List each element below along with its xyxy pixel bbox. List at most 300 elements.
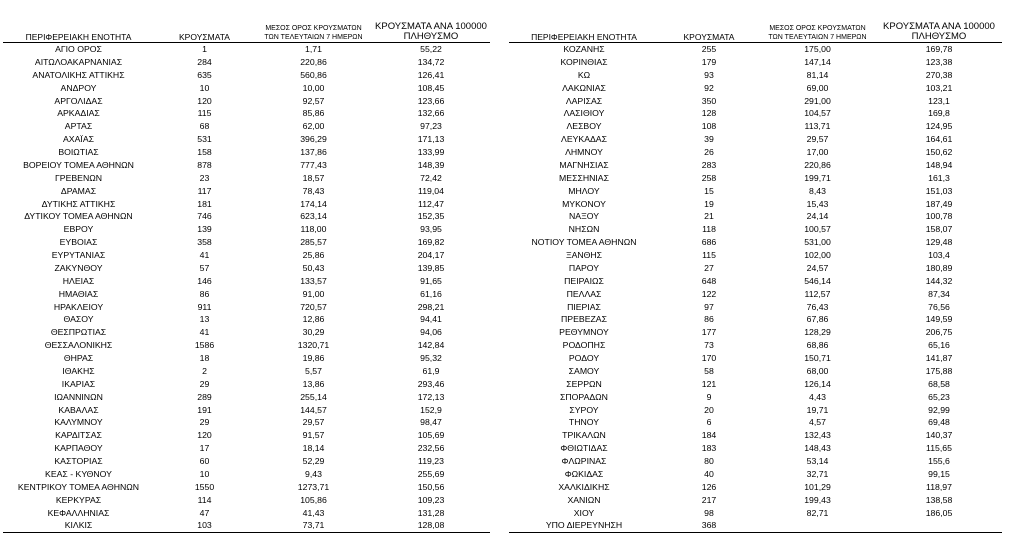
table-row [509,223,1002,236]
region-cell: ΛΕΣΒΟΥ [566,121,602,132]
region-cell: ΙΘΑΚΗΣ [62,365,95,376]
avg-7-days-cell: 102,00 [804,250,831,260]
cases-cell: 217 [701,494,717,505]
avg-7-days-cell: 82,71 [806,507,829,518]
avg-7-days-cell: 9,43 [305,468,322,479]
avg-7-days-cell: 126,14 [804,378,831,389]
per-100k-cell: 93,95 [420,224,442,235]
avg-7-days-cell: 19,71 [806,404,829,415]
cases-cell: 26 [704,147,714,157]
region-cell: ΛΗΜΝΟΥ [565,147,603,157]
avg-7-days-cell: 199,71 [804,172,831,183]
avg-7-days-cell: 92,57 [302,95,325,106]
per-100k-cell: 148,94 [925,159,953,170]
per-100k-cell: 99,15 [928,468,950,479]
cases-cell: 93 [704,69,714,80]
cases-cell: 92 [704,82,714,93]
cases-cell: 29 [199,417,210,428]
avg-7-days-cell: 4,57 [809,417,826,428]
per-100k-cell: 138,58 [925,494,953,505]
cases-cell: 29 [199,378,210,389]
avg-7-days-cell: 137,86 [300,147,327,157]
avg-7-days-cell: 285,57 [300,237,327,248]
per-100k-cell: 69,48 [928,417,950,428]
per-100k-cell: 148,39 [417,159,445,170]
cases-cell: 1 [202,44,207,54]
table-row [509,378,1002,391]
region-cell: ΝΟΤΙΟΥ ΤΟΜΕΑ ΑΘΗΝΩΝ [531,237,637,248]
avg-7-days-cell: 29,57 [806,134,829,145]
avg-7-days-cell: 105,86 [300,494,327,505]
cases-cell: 146 [197,275,212,286]
right-cases-table [509,14,1002,533]
cases-cell: 746 [197,211,212,222]
avg-7-days-cell: 50,43 [302,262,325,273]
region-cell: ΑΙΤΩΛΟΑΚΑΡΝΑΝΙΑΣ [34,56,123,67]
header-region: ΠΕΡΙΦΕΡΕΙΑΚΗ ΕΝΟΤΗΤΑ [25,32,132,42]
cases-cell: 108 [701,121,717,132]
table-row [509,133,1002,146]
cases-cell: 86 [199,288,210,299]
cases-cell: 21 [704,211,714,222]
per-100k-cell: 204,17 [417,250,445,260]
cases-cell: 115 [197,108,212,119]
cases-cell: 6 [706,417,712,428]
region-cell: ΚΑΡΔΙΤΣΑΣ [55,430,102,441]
cases-cell: 13 [199,314,210,325]
table-row [509,481,1002,494]
header-per-100k [876,14,1002,43]
cases-cell: 39 [704,134,714,145]
cases-cell: 358 [197,237,212,248]
region-cell: ΧΙΟΥ [573,507,595,518]
per-100k-cell: 91,65 [420,275,442,286]
cases-cell: 177 [701,327,717,338]
cases-cell: 122 [701,288,717,299]
per-100k-cell: 158,07 [925,224,953,235]
table-row [509,185,1002,198]
per-100k-cell: 87,34 [928,288,950,299]
avg-7-days-cell: 113,71 [804,121,831,132]
per-100k-cell: 128,08 [417,520,445,531]
cases-cell: 86 [704,314,714,325]
avg-7-days-cell: 24,57 [806,262,829,273]
per-100k-cell: 72,42 [420,172,442,183]
region-cell: ΜΥΚΟΝΟΥ [562,198,606,209]
cases-cell: 23 [199,172,210,183]
avg-7-days-cell: 8,43 [809,185,826,196]
per-100k-cell: 123,1 [928,95,950,106]
per-100k-cell: 169,8 [928,108,950,119]
region-cell: ΛΑΣΙΘΙΟΥ [563,108,605,119]
table-row [509,404,1002,417]
table-row [3,378,490,391]
region-cell: ΦΛΩΡΙΝΑΣ [561,456,607,466]
cases-cell: 289 [197,391,212,402]
per-100k-cell: 144,32 [925,275,953,286]
region-cell: ΙΚΑΡΙΑΣ [61,378,96,389]
table-row [509,365,1002,378]
avg-7-days-cell: 118,00 [300,224,327,235]
header-per100k-line2: ΠΛΗΘΥΣΜΟ [911,31,967,42]
region-cell: ΧΑΛΚΙΔΙΚΗΣ [558,481,610,492]
per-100k-cell: 65,16 [928,340,950,351]
cases-cell: 283 [701,159,717,170]
cases-cell: 350 [701,95,717,106]
table-row [509,249,1002,262]
table-row [3,69,490,82]
cases-cell: 128 [701,108,717,119]
cases-cell: 531 [197,134,212,145]
region-cell: ΕΒΡΟΥ [63,224,94,235]
header-avg-7-days [759,14,876,43]
left-header-row [3,14,490,43]
region-cell: ΑΧΑΪΑΣ [63,134,94,145]
table-row [3,262,490,275]
per-100k-cell: 109,23 [417,494,445,505]
table-row [3,146,490,159]
region-cell: ΚΕΝΤΡΙΚΟΥ ΤΟΜΕΑ ΑΘΗΝΩΝ [17,481,140,492]
avg-7-days-cell: 133,57 [300,275,327,286]
table-row [509,210,1002,223]
region-cell: ΗΛΕΙΑΣ [62,275,95,286]
region-cell: ΑΝΑΤΟΛΙΚΗΣ ΑΤΤΙΚΗΣ [32,69,125,80]
header-per100k-line1: ΚΡΟΥΣΜΑΤΑ ΑΝΑ 100000 [883,21,995,32]
cases-cell: 635 [197,69,212,80]
cases-cell: 10 [199,468,210,479]
region-cell: ΘΑΣΟΥ [63,314,94,325]
table-row [3,481,490,494]
table-row [509,198,1002,211]
per-100k-cell: 95,32 [420,353,442,363]
avg-7-days-cell: 91,00 [302,288,325,299]
avg-7-days-cell: 174,14 [300,198,327,209]
table-row [509,468,1002,481]
table-row [509,288,1002,301]
table-row [3,107,490,120]
cases-cell: 181 [197,198,212,209]
region-cell: ΚΑΒΑΛΑΣ [58,404,99,415]
region-cell: ΣΠΟΡΑΔΩΝ [560,391,608,402]
table-row [509,236,1002,249]
table-row [509,391,1002,404]
per-100k-cell: 94,06 [420,327,442,338]
table-row [3,288,490,301]
region-cell: ΘΕΣΣΑΛΟΝΙΚΗΣ [44,340,113,351]
avg-7-days-cell: 85,86 [302,108,325,119]
region-cell: ΚΑΣΤΟΡΙΑΣ [54,456,103,466]
table-row [3,313,490,326]
avg-7-days-cell: 531,00 [804,237,831,248]
avg-7-days-cell: 175,00 [804,44,831,54]
cases-cell: 17 [199,443,210,454]
table-row [509,159,1002,172]
avg-7-days-cell: 5,57 [305,365,322,376]
per-100k-cell: 150,56 [417,481,445,492]
avg-7-days-cell: 777,43 [300,159,327,170]
region-cell: ΔΥΤΙΚΗΣ ΑΤΤΙΚΗΣ [41,198,116,209]
table-row [3,507,490,520]
per-100k-cell: 123,66 [417,95,445,106]
table-row [3,159,490,172]
per-100k-cell: 105,69 [417,430,445,441]
region-cell: ΝΗΣΩΝ [568,224,600,235]
region-cell: ΚΟΖΑΝΗΣ [563,44,605,54]
per-100k-cell: 61,9 [422,365,440,376]
per-100k-cell: 206,75 [925,327,953,338]
region-cell: ΖΑΚΥΝΘΟΥ [54,262,103,273]
per-100k-cell: 141,87 [925,353,953,363]
table-row [3,455,490,468]
avg-7-days-cell: 148,43 [804,443,831,454]
avg-7-days-cell: 100,57 [804,224,831,235]
per-100k-cell: 180,89 [925,262,953,273]
table-row [3,95,490,108]
cases-cell: 115 [702,250,716,260]
per-100k-cell: 112,47 [418,198,444,209]
table-row [509,326,1002,339]
avg-7-days-cell: 73,71 [302,520,325,531]
cases-cell: 98 [704,507,714,518]
avg-7-days-cell: 1273,71 [297,481,330,492]
region-cell: ΤΗΝΟΥ [568,417,600,428]
avg-7-days-cell: 199,43 [804,494,831,505]
cases-cell: 878 [197,159,212,170]
header-cases: ΚΡΟΥΣΜΑΤΑ [179,32,230,42]
avg-7-days-cell: 29,57 [302,417,325,428]
avg-7-days-cell: 623,14 [300,211,327,222]
per-100k-cell: 175,88 [925,365,953,376]
avg-7-days-cell: 220,86 [804,159,831,170]
region-cell: ΘΕΣΠΡΩΤΙΑΣ [50,327,107,338]
region-cell: ΒΟΡΕΙΟΥ ΤΟΜΕΑ ΑΘΗΝΩΝ [23,159,134,170]
region-cell: ΦΘΙΩΤΙΔΑΣ [560,443,608,454]
region-cell: ΣΑΜΟΥ [568,365,600,376]
avg-7-days-cell: 24,14 [806,211,829,222]
table-row [3,120,490,133]
avg-7-days-cell: 546,14 [804,275,831,286]
per-100k-cell: 115,65 [926,443,952,454]
table-row [3,416,490,429]
cases-cell: 60 [199,456,210,466]
left-cases-table [3,14,490,533]
region-cell: ΘΗΡΑΣ [63,353,94,363]
region-cell: ΤΡΙΚΑΛΩΝ [562,430,606,441]
table-row [509,43,1002,56]
per-100k-cell: 65,23 [928,391,950,402]
region-cell: ΓΡΕΒΕΝΩΝ [54,172,102,183]
avg-7-days-cell: 69,00 [806,82,829,93]
per-100k-cell: 169,82 [417,237,445,248]
per-100k-cell: 134,72 [417,56,445,67]
avg-7-days-cell: 255,14 [300,391,327,402]
region-cell: ΚΙΛΚΙΣ [64,520,93,531]
per-100k-cell: 131,28 [417,507,445,518]
region-cell: ΛΕΥΚΑΔΑΣ [561,134,607,145]
region-cell: ΠΑΡΟΥ [568,262,600,273]
avg-7-days-cell: 101,29 [804,481,831,492]
per-100k-cell: 132,66 [417,108,445,119]
region-cell: ΚΑΛΥΜΝΟΥ [54,417,103,428]
avg-7-days-cell: 67,86 [806,314,829,325]
cases-cell: 80 [704,456,714,466]
per-100k-cell: 98,47 [420,417,442,428]
region-cell: ΑΡΤΑΣ [64,121,93,132]
table-row [3,301,490,314]
header-avg-line1: ΜΕΣΟΣ ΟΡΟΣ ΚΡΟΥΣΜΑΤΩΝ [769,25,866,32]
per-100k-cell: 142,84 [417,340,445,351]
per-100k-cell: 171,13 [417,134,445,145]
table-row [509,442,1002,455]
cases-cell: 1550 [194,481,215,492]
cases-cell: 20 [704,404,714,415]
per-100k-cell: 97,23 [420,121,442,132]
table-row [3,494,490,507]
region-cell: ΠΕΙΡΑΙΩΣ [564,275,604,286]
region-cell: ΧΑΝΙΩΝ [567,494,601,505]
table-row [3,404,490,417]
region-cell: ΒΟΙΩΤΙΑΣ [58,147,99,157]
region-cell: ΣΥΡΟΥ [569,404,599,415]
per-100k-cell: 139,85 [417,262,445,273]
cases-cell: 117 [197,185,212,196]
table-row [3,275,490,288]
per-100k-cell: 232,56 [417,443,445,454]
cases-cell: 47 [199,507,210,518]
table-row [3,82,490,95]
table-row [509,275,1002,288]
region-cell: ΛΑΚΩΝΙΑΣ [562,82,606,93]
per-100k-cell: 118,97 [926,481,952,492]
table-row [509,146,1002,159]
cases-cell: 68 [199,121,210,132]
table-row [509,455,1002,468]
avg-7-days-cell: 132,43 [804,430,831,441]
region-cell: ΚΑΡΠΑΘΟΥ [54,443,103,454]
avg-7-days-cell: 10,00 [302,82,325,93]
cases-cell: 58 [704,365,714,376]
per-100k-cell: 164,61 [925,134,953,145]
cases-cell: 120 [197,430,212,441]
region-cell: ΡΟΔΟΠΗΣ [562,340,606,351]
per-100k-cell: 187,49 [925,198,953,209]
cases-cell: 27 [704,262,714,273]
cases-cell: 284 [197,56,212,67]
avg-7-days-cell: 396,29 [300,134,327,145]
per-100k-cell: 94,41 [420,314,442,325]
table-row [509,56,1002,69]
avg-7-days-cell: 76,43 [806,301,829,312]
region-cell: ΕΥΒΟΙΑΣ [59,237,98,248]
region-cell: ΑΡΚΑΔΙΑΣ [57,108,100,119]
cases-cell: 686 [701,237,717,248]
table-row [3,185,490,198]
cases-cell: 911 [197,301,212,312]
avg-7-days-cell: 25,86 [302,250,325,260]
region-cell: ΔΡΑΜΑΣ [60,185,97,196]
cases-cell: 648 [701,275,717,286]
per-100k-cell: 149,59 [925,314,953,325]
table-row [509,352,1002,365]
avg-7-days-cell: 128,29 [804,327,831,338]
table-row [3,519,490,532]
cases-cell: 114 [197,494,212,505]
region-cell: ΠΡΕΒΕΖΑΣ [561,314,607,325]
per-100k-cell: 298,21 [417,301,445,312]
avg-7-days-cell: 147,14 [804,56,831,67]
table-row [3,391,490,404]
table-row [3,133,490,146]
per-100k-cell [876,519,1002,532]
region-cell: ΚΕΑΣ - ΚΥΘΝΟΥ [45,468,112,479]
per-100k-cell: 172,13 [417,391,445,402]
table-row [509,172,1002,185]
table-row [3,326,490,339]
cases-cell: 184 [701,430,717,441]
header-per-100k [372,14,490,43]
per-100k-cell: 61,16 [420,288,442,299]
region-cell: ΦΩΚΙΔΑΣ [564,468,604,479]
per-100k-cell: 103,21 [925,82,953,93]
per-100k-cell: 169,78 [925,44,953,54]
avg-7-days-cell: 13,86 [302,378,325,389]
per-100k-cell: 55,22 [420,44,442,54]
region-cell: ΠΙΕΡΙΑΣ [567,301,601,312]
avg-7-days-cell: 62,00 [302,121,325,132]
per-100k-cell: 155,6 [928,456,950,466]
avg-7-days-cell: 81,14 [806,69,829,80]
table-row [3,365,490,378]
table-row [509,519,1002,532]
per-100k-cell: 129,48 [925,237,953,248]
right-table-body [509,43,1002,533]
table-row [509,429,1002,442]
avg-7-days-cell: 1,71 [305,44,322,54]
avg-7-days-cell: 52,29 [302,456,325,466]
cases-cell: 121 [701,378,717,389]
cases-cell: 9 [706,391,712,402]
table-row [3,210,490,223]
per-100k-cell: 119,23 [418,456,444,466]
cases-cell: 118 [702,224,716,235]
table-row [509,82,1002,95]
header-avg-line2: ΤΩΝ ΤΕΛΕΥΤΑΙΩΝ 7 ΗΜΕΡΩΝ [264,34,363,41]
header-cases: ΚΡΟΥΣΜΑΤΑ [683,32,735,42]
table-row [3,339,490,352]
avg-7-days-cell: 1320,71 [297,340,330,351]
avg-7-days-cell [759,519,876,532]
cases-cell: 40 [704,468,714,479]
table-row [3,468,490,481]
avg-7-days-cell: 104,57 [804,108,831,119]
per-100k-cell: 150,62 [925,147,953,157]
per-100k-cell: 270,38 [925,69,953,80]
per-100k-cell: 103,4 [928,250,950,260]
avg-7-days-cell: 12,86 [302,314,325,325]
header-per100k-line2: ΠΛΗΘΥΣΜΟ [403,31,459,42]
per-100k-cell: 123,38 [925,56,953,67]
avg-7-days-cell: 18,57 [302,172,325,183]
avg-7-days-cell: 19,86 [302,353,325,363]
avg-7-days-cell: 68,86 [806,340,829,351]
cases-cell: 1586 [194,340,215,351]
avg-7-days-cell: 112,57 [804,288,831,299]
region-cell: ΜΑΓΝΗΣΙΑΣ [559,159,609,170]
per-100k-cell: 68,58 [928,378,950,389]
avg-7-days-cell: 53,14 [806,456,829,466]
cases-cell: 191 [197,404,212,415]
region-cell: ΑΡΓΟΛΙΔΑΣ [54,95,103,106]
